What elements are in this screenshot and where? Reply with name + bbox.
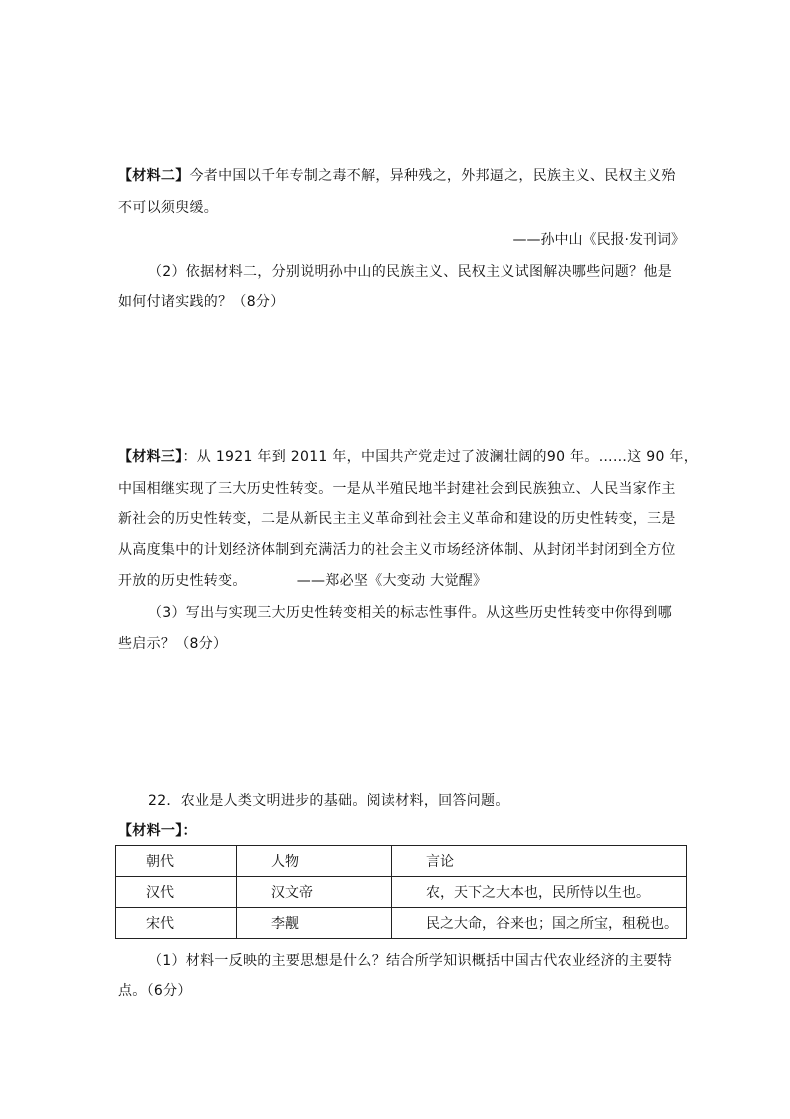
material-2-source: ——孙中山《民报·发刊词》 <box>512 232 685 248</box>
material-3-source: ——郑必坚《大变动 大觉醒》 <box>296 573 488 589</box>
question-2-line1: （2）依据材料二，分别说明孙中山的民族主义、民权主义试图解决哪些问题？他是 <box>148 264 673 280</box>
question-1-line2: 点。（6分） <box>118 983 192 999</box>
material-2-label: 【材料二】 <box>118 168 190 184</box>
table-header-cell: 言论 <box>392 846 687 877</box>
table-cell: 汉文帝 <box>237 877 392 908</box>
table-cell: 李觏 <box>237 908 392 939</box>
table-row <box>116 908 687 939</box>
question-22-intro: 22．农业是人类文明进步的基础。阅读材料，回答问题。 <box>148 793 510 809</box>
question-2-line2: 如何付诸实践的？（8分） <box>118 294 285 310</box>
table-header-cell: 朝代 <box>116 846 237 877</box>
table-row <box>116 877 687 908</box>
material-2-line1: 【材料二】今者中国以千年专制之毒不解，异种残之，外邦逼之，民族主义、民权主义殆 <box>118 168 676 184</box>
material-3-line4: 从高度集中的计划经济体制到充满活力的社会主义市场经济体制、从封闭半封闭到全方位 <box>118 542 676 558</box>
question-3-line2: 些启示？（8分） <box>118 636 228 652</box>
table-cell: 宋代 <box>116 908 237 939</box>
material-3-line1: 【材料三】：从 1921 年到 2011 年，中国共产党走过了波澜壮阔的90 年。……这 90 年， <box>118 449 699 465</box>
question-1-line1: （1）材料一反映的主要思想是什么？结合所学知识概括中国古代农业经济的主要特 <box>148 953 673 969</box>
material-2-line2: 不可以须臾缓。 <box>118 200 219 216</box>
table-cell: 农，天下之大本也，民所恃以生也。 <box>392 877 687 908</box>
question-3-line1: （3）写出与实现三大历史性转变相关的标志性事件。从这些历史性转变中你得到哪 <box>148 605 673 621</box>
material-3-line2: 中国相继实现了三大历史性转变。一是从半殖民地半封建社会到民族独立、人民当家作主 <box>118 481 676 497</box>
table-cell: 民之大命，谷来也；国之所宝，租税也。 <box>392 908 687 939</box>
table-cell: 汉代 <box>116 877 237 908</box>
quotes-table <box>115 845 687 939</box>
material-3-line3: 新社会的历史性转变，二是从新民主主义革命到社会主义革命和建设的历史性转变，三是 <box>118 511 676 527</box>
material-1-label: 【材料一】 <box>118 823 183 839</box>
material-1-heading: 【材料一】： <box>118 823 197 839</box>
material-3-label: 【材料三】 <box>118 449 183 465</box>
table-header-row <box>116 846 687 877</box>
table-header-cell: 人物 <box>237 846 392 877</box>
material-3-line5: 开放的历史性转变。 ——郑必坚《大变动 大觉醒》 <box>118 573 488 589</box>
